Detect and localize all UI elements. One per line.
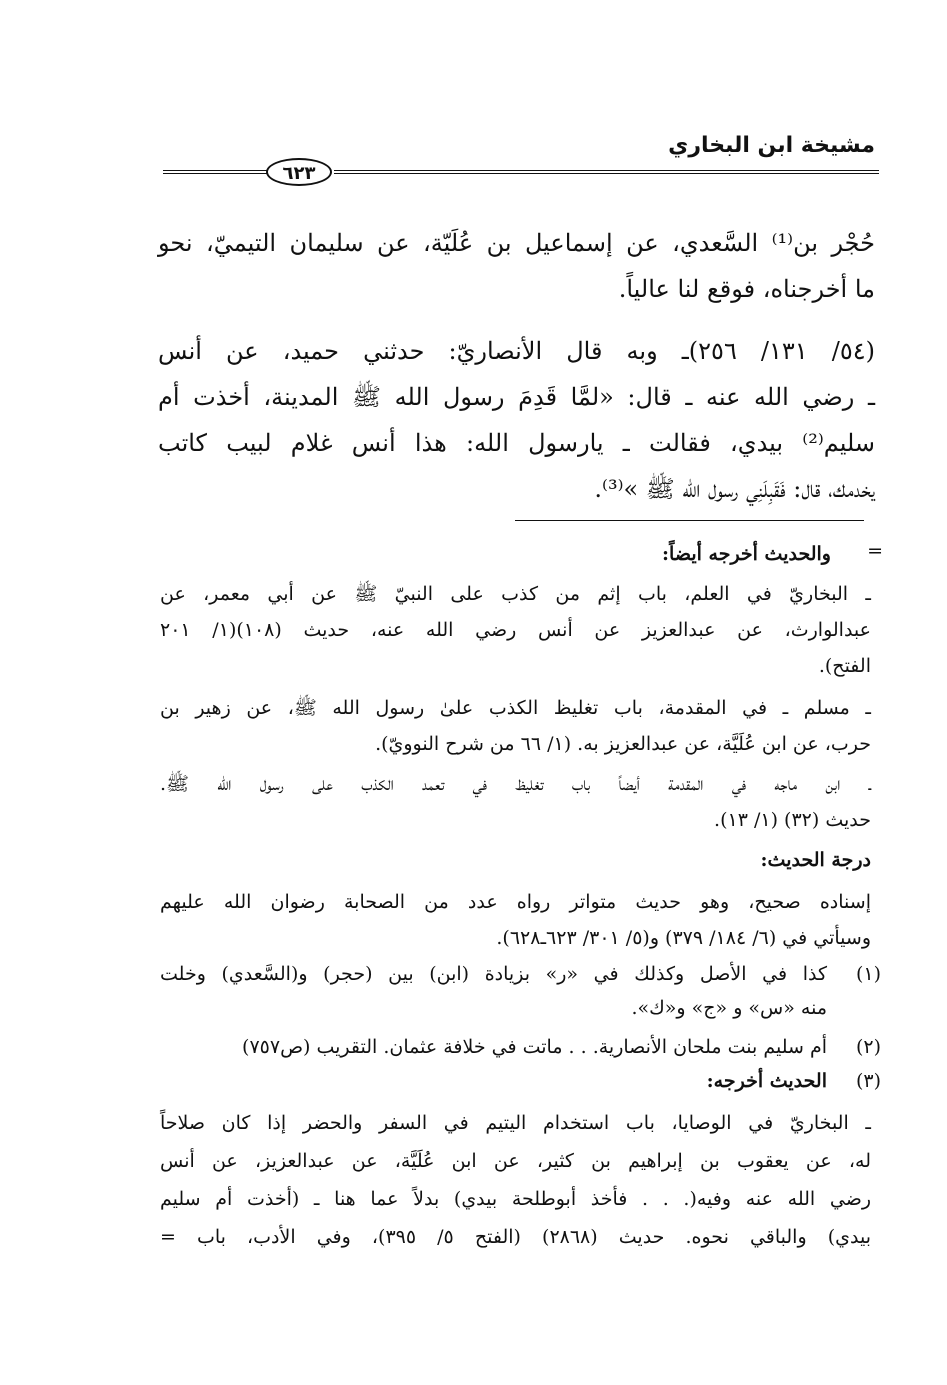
footnote-line: أم سليم بنت ملحان الأنصارية. . . ماتت في خلافة عثمان. التقريب (ص٧٥٧): [242, 1036, 827, 1058]
note-line: عبدالوارث، عن عبدالعزيز عن أنس رضي الله عنه، حديث (١٠٨)(١/ ٢٠١: [160, 619, 871, 641]
header-rule-left: [163, 170, 268, 174]
footnote-2: [160, 1030, 827, 1064]
notes-block-2: [160, 690, 871, 762]
notes-block-1: [160, 576, 871, 684]
main-paragraph-1: [158, 220, 875, 312]
notes-heading: والحديث أخرجه أيضاً:: [662, 543, 831, 565]
footnote-line: ـ البخاريّ في الوصايا، باب استخدام اليتيم في السفر والحضر إذا كان صلاحاً: [160, 1112, 871, 1134]
notes-heading-2: [160, 842, 871, 878]
footnote-line: منه «س» و «ج» و«ك».: [631, 997, 827, 1019]
footnote-1: [160, 957, 827, 1025]
note-line: إسناده صحيح، وهو حديث متواتر رواه عدد من الصحابة رضوان الله عليهم: [160, 891, 871, 913]
footnote-number: (٢): [855, 1036, 881, 1058]
footnote-line: بيدي) والباقي نحوه. حديث (٢٨٦٨) (الفتح ٥/ ٣٩٥)، وفي الأدب، باب =: [160, 1226, 871, 1248]
footnote-3: [160, 1064, 827, 1098]
text-line: ما أخرجناه، فوقع لنا عالياً.: [618, 275, 875, 303]
notes-block-4: [160, 884, 871, 956]
footnote-line: له، عن يعقوب بن إبراهيم بن كثير، عن ابن عُلَيَّة، عن عبدالعزيز، عن أنس: [160, 1150, 871, 1172]
text-line: حُجْر بن⁽¹⁾ السَّعدي، عن إسماعيل بن عُلَيّة، عن سليمان التيميّ، نحو: [158, 229, 876, 257]
notes-heading-1: [160, 536, 871, 572]
note-line: حرب، عن ابن عُلَيَّة، عن عبدالعزيز به. (١/ ٦٦ من شرح النوويّ).: [375, 733, 871, 755]
text-line: سليم⁽²⁾ بيدي، فقالت ـ يارسول الله: هذا أنس غلام لبيب كاتب: [158, 429, 875, 457]
note-line: حديث (٣٢) (١/ ١٣).: [714, 809, 871, 831]
header-rule: [334, 170, 879, 174]
continuation-marker: =: [867, 540, 883, 562]
footnote-number: (١): [855, 963, 881, 985]
notes-block-3: [160, 766, 871, 838]
note-line: ـ البخاريّ في العلم، باب إثم من كذب على النبيّ ﷺ عن أبي معمر، عن: [160, 583, 871, 605]
footnote-number: (٣): [855, 1070, 881, 1092]
text-line: (٥٤/ ١٣١/ ٢٥٦)ـ وبه قال الأنصاريّ: حدثني حميد، عن أنس: [158, 337, 875, 365]
footnote-separator: [515, 520, 864, 521]
footnote-3-block: [160, 1104, 871, 1256]
footnote-line: كذا في الأصل وكذلك في «ر» بزيادة (ابن) بين (حجر) و(السَّعدي) وخلت: [160, 963, 827, 985]
notes-heading: درجة الحديث:: [760, 849, 871, 871]
page-number: ٦٢٣: [266, 158, 332, 186]
text-line: ـ رضي الله عنه ـ قال: «لمَّا قَدِمَ رسول الله ﷺ المدينة، أخذت أم: [158, 383, 875, 411]
running-head: مشيخة ابن البخاري: [668, 133, 875, 158]
main-paragraph-2: [158, 328, 875, 512]
note-line: الفتح).: [818, 655, 871, 677]
footnote-heading: الحديث أخرجه:: [706, 1070, 827, 1092]
note-line: ـ مسلم ـ في المقدمة، باب تغليظ الكذب علىٰ رسول الله ﷺ، عن زهير بن: [160, 697, 871, 719]
text-line: يخدمك، قال: فَقَبِلَنِي رسول الله ﷺ »⁽³⁾.: [594, 475, 875, 503]
note-line: ـ ابن ماجه في المقدمة أيضاً باب تغليظ في تعمد الكذب على رسول الله ﷺ.: [160, 773, 871, 795]
footnote-line: رضي الله عنه وفيه(. . . فأخذ أبوطلحة بيدي) بدلاً عما هنا ـ (أخذت أم سليم: [160, 1188, 871, 1210]
note-line: وسيأتي في (٦/ ١٨٤/ ٣٧٩) و(٥/ ٣٠١/ ٦٢٣ـ٦٢٨).: [496, 927, 871, 949]
